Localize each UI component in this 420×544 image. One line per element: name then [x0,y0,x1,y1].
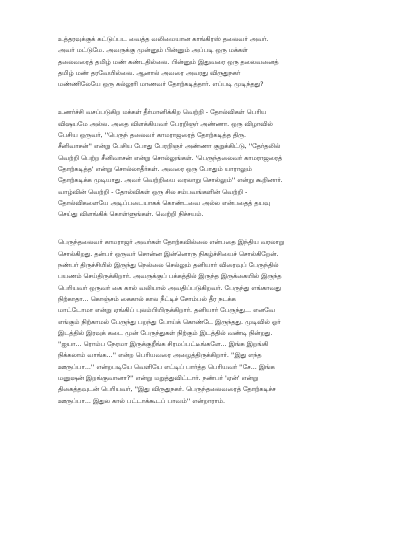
text-line: ''ஐயா... ரொம்ப நேரமா இருக்குறீங்க சிரமப்பட்டீங்களே... இங்க இறங்கி [58,340,269,349]
paragraph-3 [58,237,366,406]
text-line: தலைவரைத் தமிழ் மண் கண்டதில்லை. பின்னும் இதுவரை ஒரு தலைவனைத் [58,57,279,66]
text-line: பயணம் செய்திருக்கிறார். அவருக்குப் பக்கத்தில் இருந்த இருக்கையில் இருந்த [58,272,282,281]
text-line: நண்பர் திருச்சியில் இருந்து நெல்லை செல்லும் தனியார் விரைவுப் பேருந்தில் [58,261,279,270]
text-line: எங்கும் நிற்காமல் பேருந்து பறந்து போய்க் கொண்டே இருந்தது. முடிவில் ஓர் [58,317,281,326]
document-page [58,34,366,407]
text-line: ஊருப்பா...'' என்றபடியே வெளியே எட்டிப் பார்த்த பெரியவர் ''சே... இங்க [58,362,275,371]
text-line: இடத்தில் இரவுக் கடை முன் பேருந்துகள் நிற்கும் இடத்தில் வண்டி நின்றது. [58,328,273,337]
text-line: மண்ணிலேயே ஒரு கல்லூரி மாணவர் தோற்கடித்தார். எப்படி முடிந்தது? [58,80,264,89]
text-line: பேசிய ஒருவர், ''பெருந் தலைவர் காமராஜரைத் தோற்கடித்த திரு. [58,131,247,140]
text-line: மாட்டோமா என்று ஏங்கிப் புலம்பியிருக்கிறார். தனியார் பேருந்து... எனவே [58,306,275,315]
text-line: நிக்கலாம் வாங்க...'' என்ற பெரியவரை அழைத்திருக்கிறார். ''இது எந்த [58,351,262,360]
text-line: வாழ்வின் வெற்றி - தோல்விகள் ஒரு சில சம்பவங்களின் வெற்றி - [58,187,248,196]
text-line: தோற்கடிக்க முடியாது. அவர் வெற்றியை வரலாறு சொல்லும்'' என்று கூறினார். [58,176,283,185]
text-line: தோல்விகளையே அடிப்படையாகக் கொண்டவை அல்ல என்பதைத் தயவு [58,198,271,207]
text-line: திகைத்தவுடன் பெரியவர், ''இது விருதுநகர். பெருந்தலைவரைத் தோற்கடிச்ச [58,385,276,394]
text-line: சொல்கிறது. தன்பர் ஒருவர் சொன்ன இன்னொரு நிகழ்ச்சியைச் சொல்கிறேன். [58,249,279,258]
text-line: சீனிவாசன்'' என்று பேசிய போது பேரறிஞர் அண்ணா குறுக்கிட்டு, ''தேர்தலில் [58,142,281,151]
paragraph-1 [58,34,366,90]
text-line: வெற்றி பெற்ற சீனிவாசன் என்று சொல்லுங்கள். 'பெருந்தலைவர் காமராஜரைத் [58,153,283,162]
text-line: செய்து விளங்கிக் கொள்ளுங்கள். வெற்றி நிச்சயம். [58,210,204,219]
text-line: உணர்ச்சி வசப்படுகிற மக்கள் தீர்மானிக்கிற வெற்றி - தோல்விகள் பெரிய [58,108,267,117]
text-line: ஊருப்பா... இதுல கால் பட்டாக்கூடப் பாவம்'' என்றாராம். [58,396,226,405]
text-line: பெரியவர் ஒருவர் கை கால் வலியால் அவதிப்படுகிறவர். பேருந்து எங்காவது [58,283,282,292]
text-line: தோற்கடித்த' என்று சொல்லாதீர்கள். அவரை ஒரு போதும் யாராலும் [58,164,252,173]
paragraph-2 [58,107,366,220]
text-line: அவர் மட்டுமே. அவருக்கு முன்னும் பின்னும் அப்படி ஒரு மக்கள் [58,46,248,55]
text-line: தமிழ் மண் தரவேயில்லை. ஆனால் அவரை அவரது விருதுநகர் [58,68,241,77]
text-line: விஷயமே அல்ல. அதை விளக்கியவர் பேரறிஞர் அண்ணா. ஒரு விழாவில் [58,119,273,128]
text-line: உத்தரவுக்குக் கட்டுப்பட வைத்த வலிமையான காங்கிரஸ் தலைவர் அவர். [58,35,269,43]
text-line: நிற்காதா... கொஞ்சம் கைகால் கால நீட்டிச் சோம்பல் தீர நடக்க [58,294,236,303]
text-line: பெருந்தலைவர் காமராஜர் அவர்கள் தோற்கவில்லை என்பதை இந்திய வரலாறு [58,238,285,247]
text-line: மனுஷன் இறங்குவானா?'' என்று மறுத்துவிட்டார். நண்பர் 'ஏன்' என்று [58,374,259,383]
